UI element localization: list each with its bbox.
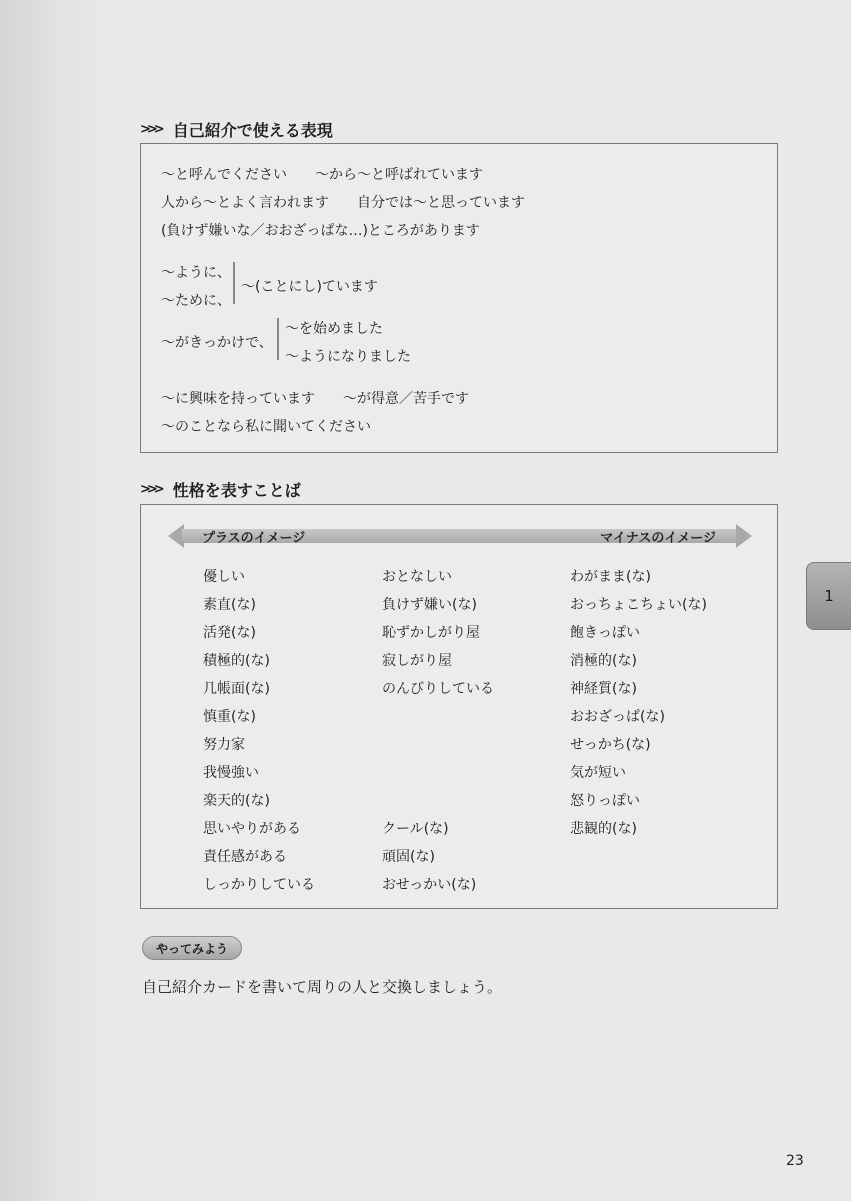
expression-line: (負けず嫌いな／おおざっぱな…)ところがあります: [161, 223, 480, 239]
section-title-text: 性格を表すことば: [172, 481, 301, 500]
minus-image-label: マイナスのイメージ: [600, 531, 716, 546]
word-item: 責任感がある: [203, 849, 287, 865]
word-item: のんびりしている: [382, 681, 494, 697]
word-item: 活発(な): [203, 625, 256, 641]
expression-line: 〜を始めました: [285, 321, 383, 337]
arrow-right-icon: [736, 524, 752, 548]
word-item: 気が短い: [570, 765, 626, 781]
section-title-personality: [140, 478, 301, 501]
page-spine-shadow: [0, 0, 110, 1201]
page-number: 23: [786, 1153, 804, 1169]
word-item: 悲観的(な): [570, 821, 637, 837]
word-item: しっかりしている: [203, 877, 315, 893]
word-item: 楽天的(な): [203, 793, 270, 809]
try-it-badge: やってみよう: [142, 936, 242, 960]
word-item: おとなしい: [382, 569, 452, 585]
word-item: 優しい: [203, 569, 245, 585]
activity-instruction: 自己紹介カードを書いて周りの人と交換しましょう。: [142, 978, 503, 996]
word-item: 努力家: [203, 737, 245, 753]
word-item: 飽きっぽい: [570, 625, 640, 641]
chapter-tab: 1: [806, 562, 851, 630]
section-title-text: 自己紹介で使える表現: [172, 121, 333, 140]
expression-line: 〜に興味を持っています 〜が得意／苦手です: [161, 391, 469, 407]
word-item: おせっかい(な): [382, 877, 477, 893]
word-item: 思いやりがある: [203, 821, 301, 837]
word-item: 我慢強い: [203, 765, 259, 781]
expression-line: 〜がきっかけで、: [161, 335, 273, 351]
word-item: 素直(な): [203, 597, 256, 613]
word-item: 積極的(な): [203, 653, 270, 669]
word-item: 神経質(な): [570, 681, 637, 697]
expression-line: 〜のことなら私に聞いてください: [161, 419, 371, 435]
word-item: 几帳面(な): [203, 681, 270, 697]
word-item: 頑固(な): [382, 849, 435, 865]
chevrons-icon: >>>: [140, 482, 161, 497]
expression-line: 〜ように、: [161, 265, 231, 281]
plus-image-label: プラスのイメージ: [202, 531, 306, 546]
expression-line: 〜と呼んでください 〜から〜と呼ばれています: [161, 167, 483, 183]
word-item: おおざっぱ(な): [570, 709, 665, 725]
self-intro-expressions-box: [140, 143, 778, 453]
section-title-self-intro: [140, 118, 333, 141]
expression-line: 人から〜とよく言われます 自分では〜と思っています: [161, 195, 525, 211]
expression-line: 〜ようになりました: [285, 349, 411, 365]
word-item: 恥ずかしがり屋: [382, 625, 480, 641]
word-item: 消極的(な): [570, 653, 637, 669]
word-item: クール(な): [382, 821, 449, 837]
bracket-bar: [277, 318, 279, 360]
expression-line: 〜ために、: [161, 293, 231, 309]
plus-minus-scale-arrow: [168, 524, 752, 548]
bracket-bar: [233, 262, 235, 304]
expression-line: 〜(ことにし)ています: [241, 279, 378, 295]
chevrons-icon: >>>: [140, 122, 161, 137]
word-item: わがまま(な): [570, 569, 651, 585]
word-item: おっちょこちょい(な): [570, 597, 707, 613]
word-item: 負けず嫌い(な): [382, 597, 477, 613]
word-item: 慎重(な): [203, 709, 256, 725]
word-item: せっかち(な): [570, 737, 651, 753]
word-item: 寂しがり屋: [382, 653, 452, 669]
word-item: 怒りっぽい: [570, 793, 640, 809]
